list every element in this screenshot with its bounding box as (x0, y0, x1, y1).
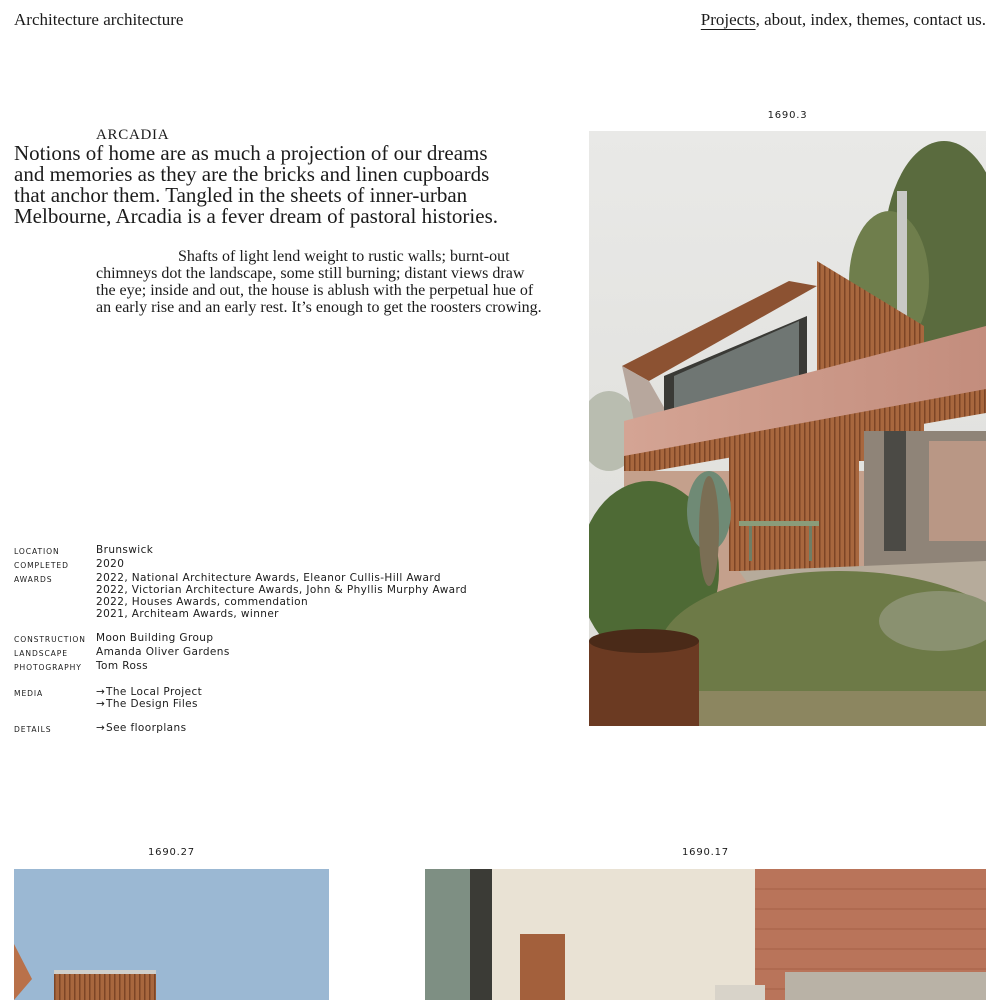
location-value: Brunswick (96, 544, 154, 556)
nav-themes[interactable]: themes (856, 10, 905, 29)
location-label: LOCATION (14, 547, 60, 556)
award-item: 2022, Houses Awards, commendation (96, 596, 309, 608)
awards-label: AWARDS (14, 575, 53, 584)
awards-list (96, 572, 467, 620)
construction-row (14, 632, 574, 646)
nav-about[interactable]: about (764, 10, 802, 29)
media-link-label: The Local Project (106, 686, 203, 698)
award-item: 2022, National Architecture Awards, Eleanor Cullis-Hill Award (96, 572, 441, 584)
award-item: 2022, Victorian Architecture Awards, John & Phyllis Murphy Award (96, 584, 468, 596)
completed-label: COMPLETED (14, 561, 69, 570)
media-link-the-design-files[interactable] (96, 698, 202, 710)
roof-sky-illustration (14, 869, 329, 1000)
second-project-photo[interactable] (14, 869, 329, 1000)
landscape-row (14, 646, 574, 660)
project-details (14, 544, 574, 736)
house-interior-illustration (425, 869, 986, 1000)
project-title: ARCADIA (96, 127, 170, 143)
nav-index[interactable]: index (810, 10, 849, 29)
arrow-right-icon: → (96, 686, 106, 698)
photography-value: Tom Ross (96, 660, 149, 672)
media-link-label: The Design Files (106, 698, 198, 710)
nav-projects[interactable]: Projects (700, 10, 756, 29)
third-project-photo[interactable] (425, 869, 986, 1000)
main-image-caption: 1690.3 (767, 110, 808, 121)
location-row (14, 544, 574, 558)
project-lead-text: Notions of home are as much a projection of our dreams and memories as they are the bricks and linen cupboards that anchor them. Tangled in the sheets of inner-urban Melbourne, Arcadia is a fever dream of pastoral histories. (14, 141, 498, 228)
nav-separator: , (904, 10, 914, 29)
completed-value: 2020 (96, 558, 125, 570)
nav-contact[interactable]: contact us. (913, 10, 986, 29)
construction-value: Moon Building Group (96, 632, 214, 644)
landscape-label: LANDSCAPE (14, 649, 68, 658)
floorplans-link-label: See floorplans (106, 722, 187, 734)
site-title[interactable]: Architecture architecture (14, 10, 184, 29)
media-links (96, 686, 202, 710)
media-link-the-local-project[interactable] (96, 686, 202, 698)
photography-row (14, 660, 574, 674)
media-row (14, 686, 574, 710)
main-project-photo[interactable] (589, 131, 986, 726)
arrow-right-icon: → (96, 698, 106, 710)
award-item: 2021, Architeam Awards, winner (96, 608, 279, 620)
third-image-caption: 1690.17 (682, 847, 729, 858)
nav-separator: , (801, 10, 811, 29)
completed-row (14, 558, 574, 572)
main-nav (701, 10, 986, 30)
awards-row (14, 572, 574, 620)
details-label: DETAILS (14, 725, 52, 734)
project-body-text: Shafts of light lend weight to rustic walls; burnt-out chimneys dot the landscape, some still burning; distant views draw the eye; inside and out, the house is ablush with the perpetual hue of an early rise and an early rest. It’s enough to get the roosters crowing. (96, 248, 542, 316)
construction-label: CONSTRUCTION (14, 635, 86, 644)
nav-separator: , (755, 10, 765, 29)
landscape-value: Amanda Oliver Gardens (96, 646, 230, 658)
details-row (14, 722, 574, 736)
photography-label: PHOTOGRAPHY (14, 663, 82, 672)
house-exterior-illustration (589, 131, 986, 726)
second-image-caption: 1690.27 (148, 847, 195, 858)
nav-separator: , (848, 10, 857, 29)
arrow-right-icon: → (96, 722, 106, 734)
see-floorplans-link[interactable] (96, 722, 186, 736)
media-label: MEDIA (14, 689, 44, 698)
